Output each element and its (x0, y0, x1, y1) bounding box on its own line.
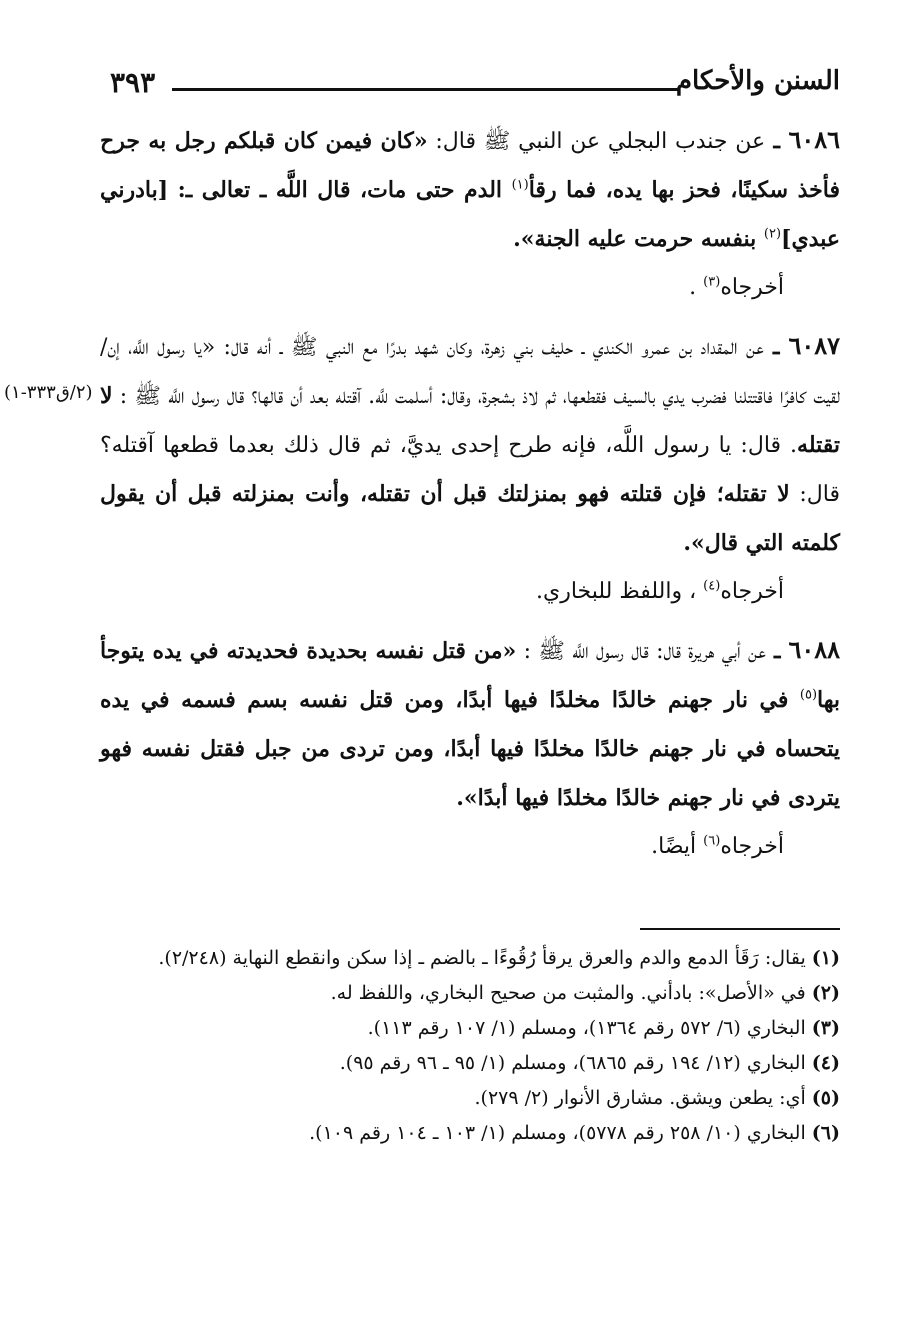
hadith-text: لا تقتله؛ فإن قتلته فهو بمنزلتك قبل أن تقتله، وأنت بمنزلته قبل أن يقول كلمته التي قال (100, 481, 840, 556)
footnote-rule (640, 928, 840, 930)
footnote-ref: (١) (511, 177, 529, 193)
footnote-text: في «الأصل»: بادأني. والمثبت من صحيح البخاري، واللفظ له. (330, 982, 806, 1004)
footnote-number: (٥) (811, 1087, 840, 1109)
takhrij-6088 (100, 823, 840, 871)
footnote-2 (120, 977, 840, 1010)
hadith-text: «كان فيمن كان قبلكم رجل به جرح فأخذ سكينًا، فحز بها يده، فما رقأ (100, 128, 840, 203)
footnote-ref: (٣) (703, 274, 721, 290)
footnote-4 (120, 1047, 840, 1080)
footnote-number: (٣) (811, 1017, 840, 1039)
header-rule (172, 88, 680, 91)
takhrij-6087 (100, 568, 840, 616)
hadith-6087 (100, 322, 840, 568)
dash: ـ (765, 638, 789, 664)
footnote-1 (120, 942, 840, 975)
footnote-text: البخاري (١٠/ ٢٥٨ رقم ٥٧٧٨)، ومسلم (١/ ١٠٣ ـ ١٠٤ رقم ١٠٩). (309, 1122, 806, 1144)
main-text (100, 116, 840, 881)
hadith-number: ٦٠٨٦ (788, 125, 840, 154)
hadith-intro: عن أبي هريرة قال: قال رسول اللَّه ﷺ : (516, 639, 766, 664)
footnote-text: البخاري (٦/ ٥٧٢ رقم ١٣٦٤)، ومسلم (١/ ١٠٧ رقم ١١٣). (367, 1017, 806, 1039)
footnote-text: يقال: رَقَأ الدمع والدم والعرق يرقأ رُقُوءًا ـ بالضم ـ إذا سكن وانقطع النهاية (٢/٢٤٨). (158, 947, 806, 969)
hadith-text: في نار جهنم خالدًا مخلدًا فيها أبدًا، ومن قتل نفسه بسم فسمه في يده يتحساه في نار جهنم خالدًا مخلدًا فيها أبدًا، ومن تردى من جبل فقتل نفسه فهو يتردى في نار جهنم خالدًا مخلدًا فيها أبدًا». (100, 687, 840, 811)
page-header (110, 62, 840, 106)
footnote-number: (٢) (811, 982, 840, 1004)
footnote-number: (٤) (811, 1052, 840, 1074)
footnote-6 (120, 1117, 840, 1150)
takhrij-tail: . (689, 275, 704, 300)
footnote-text: البخاري (١٢/ ١٩٤ رقم ٦٨٦٥)، ومسلم (١/ ٩٥ ـ ٩٦ رقم ٩٥). (339, 1052, 806, 1074)
hadith-text: «من قتل نفسه بحديدة فحديدته في يده يتوجأ بها (100, 638, 840, 713)
takhrij-text: أخرجاه (720, 834, 784, 859)
hadith-text: بنفسه حرمت عليه الجنة». (513, 226, 764, 252)
page-number: ٣٩٣ (110, 66, 156, 99)
footnote-ref: (٥) (799, 687, 818, 703)
hadith-intro: عن جندب البجلي عن النبي ﷺ قال: (427, 129, 766, 154)
footnote-number: (٦) (811, 1122, 840, 1144)
takhrij-text: أخرجاه (720, 579, 784, 604)
footnote-number: (١) (811, 947, 840, 969)
hadith-text: . قال: يا رسول اللَّه، فإنه طرح إحدى يديَّ، ثم قال ذلك بعدما قطعها آقتله؟ قال: (100, 433, 840, 507)
hadith-intro: عن المقداد بن عمرو الكندي ـ حليف بني زهرة، وكان شهد بدرًا مع النبي ﷺ ـ أنه قال: «يا رسول اللَّه، إن/ لقيت كافرًا فاقتتلنا فضرب يدي بالسيف فقطعها، ثم لاذ بشجرة، وقال: أسلمت للَّه. آقتله بعد أن قالها؟ قال رسول اللَّه ﷺ : (100, 335, 840, 409)
hadith-text: ». (683, 530, 705, 556)
hadith-6086 (100, 116, 840, 264)
running-title: السنن والأحكام (675, 66, 840, 96)
takhrij-tail: أيضًا. (651, 834, 704, 859)
dash: ـ (763, 334, 789, 360)
footnote-5 (120, 1082, 840, 1115)
margin-manuscript-ref: (٢/ق٣٣٣-١) (4, 382, 93, 403)
hadith-number: ٦٠٨٧ (788, 331, 841, 360)
dash: ـ (765, 128, 789, 154)
footnotes (120, 942, 840, 1152)
hadith-text: لا تقتله (100, 383, 840, 458)
footnote-ref: (٤) (703, 578, 721, 594)
footnote-ref: (٦) (703, 833, 721, 849)
takhrij-text: أخرجاه (720, 275, 784, 300)
hadith-6088 (100, 626, 840, 823)
footnote-text: أي: يطعن ويشق. مشارق الأنوار (٢/ ٢٧٩). (474, 1087, 806, 1109)
takhrij-tail: ، واللفظ للبخاري. (535, 579, 704, 604)
takhrij-6086 (100, 264, 840, 312)
hadith-number: ٦٠٨٨ (788, 635, 840, 664)
footnote-ref: (٢) (763, 226, 782, 242)
hadith-text: الدم حتى مات، قال اللَّه ـ تعالى ـ: [بادرني عبدي] (100, 177, 840, 252)
footnote-3 (120, 1012, 840, 1045)
